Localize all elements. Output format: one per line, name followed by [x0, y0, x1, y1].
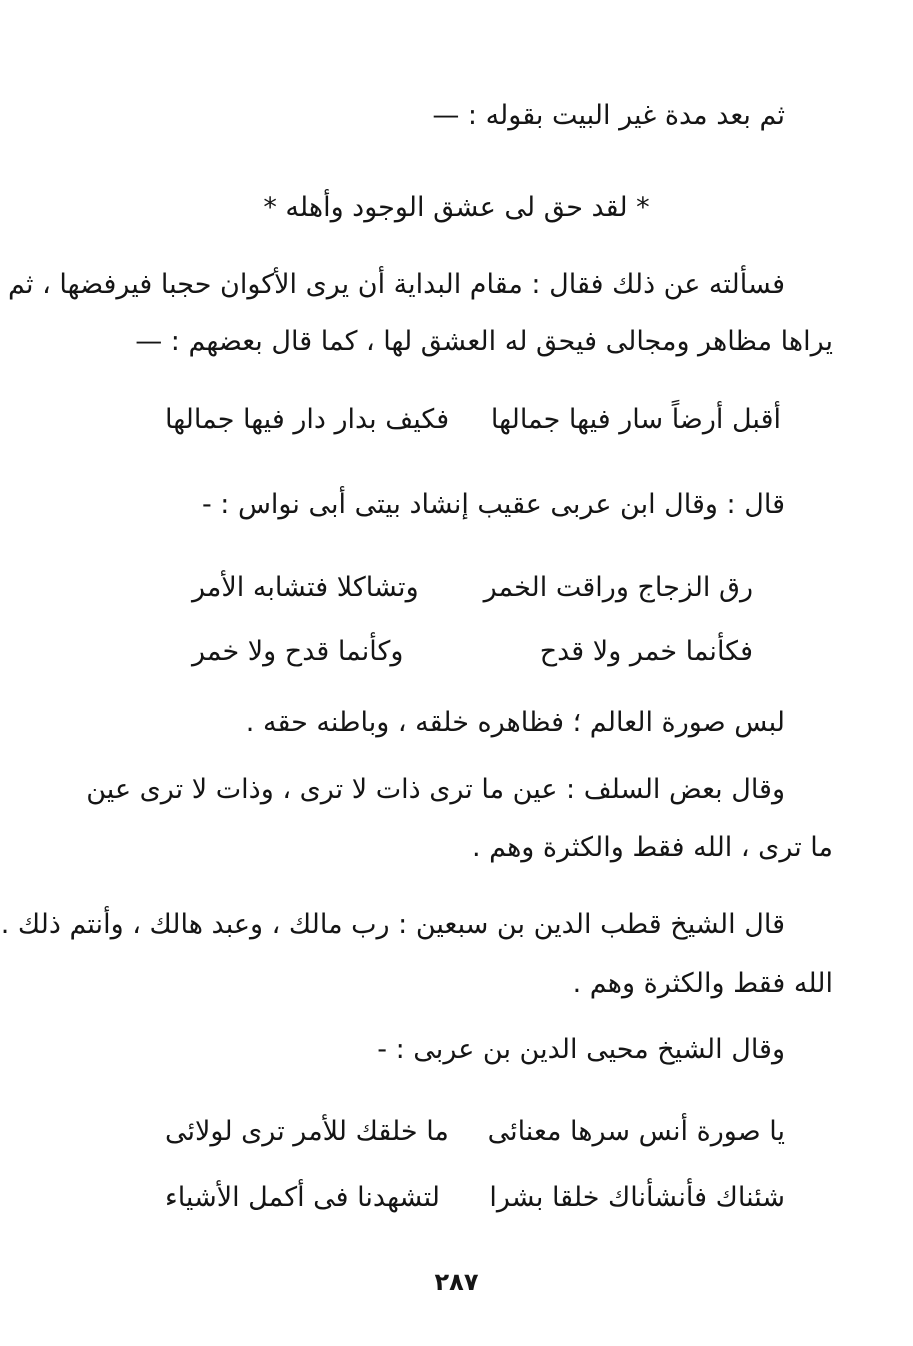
verse-line — [0, 1112, 913, 1152]
paragraph-line: ما ترى ، الله فقط والكثرة وهم . — [471, 832, 833, 863]
verse-line — [0, 568, 913, 608]
paragraph-line: لبس صورة العالم ؛ فظاهره خلقه ، وباطنه حقه . — [245, 707, 785, 738]
verse-line — [0, 1178, 913, 1218]
verse-line — [0, 400, 913, 440]
verse-first-hemistich: أقبل أرضاً سار فيها جمالها — [490, 404, 781, 435]
verse-first-hemistich: يا صورة أنس سرها معنائى — [487, 1116, 785, 1147]
paragraph-line: وقال بعض السلف : عين ما ترى ذات لا ترى ، وذات لا ترى عين — [86, 774, 785, 805]
verse-second-hemistich: وكأنما قدح ولا خمر — [192, 636, 404, 667]
paragraph-line: فسألته عن ذلك فقال : مقام البداية أن يرى الأكوان حجبا فيرفضها ، ثم — [8, 269, 785, 300]
verse-first-hemistich: شئناك فأنشأناك خلقا بشرا — [489, 1182, 785, 1213]
paragraph-line: قال : وقال ابن عربى عقيب إنشاد بيتى أبى نواس : - — [201, 489, 785, 520]
verse-first-hemistich: رق الزجاج وراقت الخمر — [483, 572, 753, 603]
verse-second-hemistich: لتشهدنا فى أكمل الأشياء — [165, 1182, 440, 1213]
verse-line — [0, 632, 913, 672]
quoted-hemistich: * لقد حق لى عشق الوجود وأهله * — [263, 192, 650, 223]
verse-first-hemistich: فكأنما خمر ولا قدح — [539, 636, 753, 667]
paragraph-line: يراها مظاهر ومجالى فيحق له العشق لها ، كما قال بعضهم : — — [135, 326, 833, 357]
text-line-intro: ثم بعد مدة غير البيت بقوله : — — [432, 100, 785, 131]
paragraph-line: قال الشيخ قطب الدين بن سبعين : رب مالك ، وعبد هالك ، وأنتم ذلك . — [0, 909, 785, 940]
verse-second-hemistich: ما خلقك للأمر ترى لولائى — [165, 1116, 449, 1147]
verse-second-hemistich: وتشاكلا فتشابه الأمر — [192, 572, 419, 603]
paragraph-line: وقال الشيخ محيى الدين بن عربى : - — [377, 1034, 785, 1065]
paragraph-line: الله فقط والكثرة وهم . — [572, 968, 833, 999]
page-number: ٢٨٧ — [434, 1268, 479, 1296]
verse-second-hemistich: فكيف بدار دار فيها جمالها — [165, 404, 450, 435]
